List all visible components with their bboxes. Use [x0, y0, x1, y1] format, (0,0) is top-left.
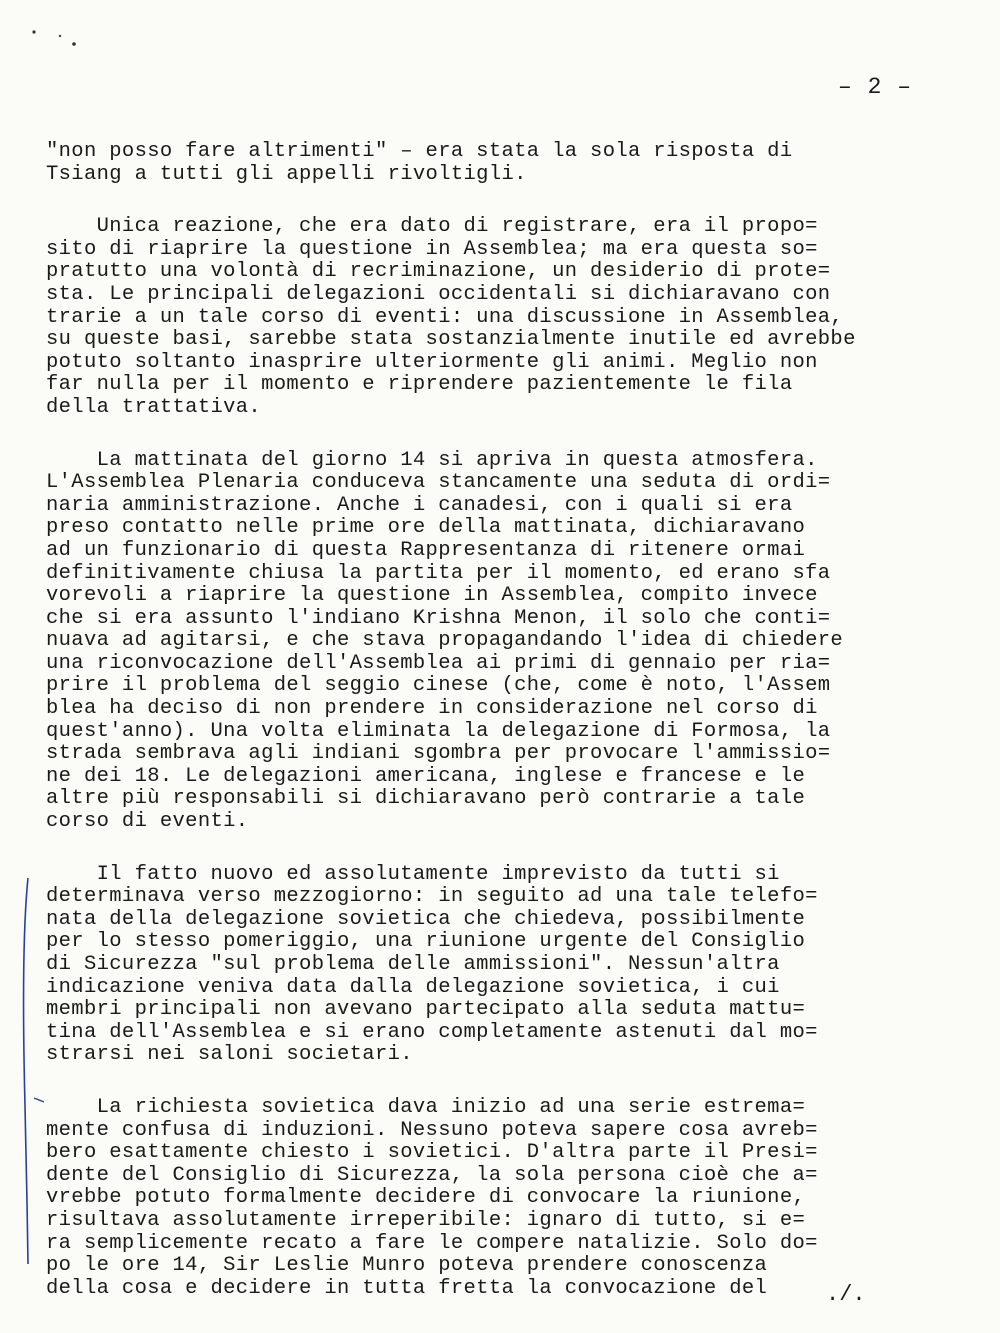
paragraph-5 [46, 1097, 986, 1300]
handwritten-margin-line [14, 876, 44, 1266]
text-line: determinava verso mezzogiorno: in seguito ad una tale telefo= [46, 885, 818, 909]
text-line: di Sicurezza "sul problema delle ammissioni". Nessun'altra [46, 953, 780, 976]
text-line: quest'anno). Una volta eliminata la delegazione di Formosa, la [46, 719, 831, 743]
text-line: La richiesta sovietica dava inizio ad una serie estrema= [46, 1095, 806, 1119]
text-line: della trattativa. [46, 395, 262, 419]
text-line: blea ha deciso di non prendere in considerazione nel corso di [46, 697, 818, 721]
document-body [46, 141, 986, 1330]
paper-speck-marks [30, 22, 90, 52]
page-number: – 2 – [838, 74, 913, 100]
text-line: L'Assemblea Plenaria conduceva stancamente una seduta di ordi= [46, 471, 831, 495]
text-line: tina dell'Assemblea e si erano completamente astenuti dal mo= [46, 1020, 818, 1044]
text-line: prire il problema del seggio cinese (che, come è noto, l'Assem [46, 674, 831, 698]
text-line: po le ore 14, Sir Leslie Munro poteva prendere conoscenza [46, 1254, 768, 1278]
paragraph-4 [46, 864, 986, 1067]
continuation-mark: ./. [826, 1282, 866, 1307]
text-line: vrebbe potuto formalmente decidere di convocare la riunione, [46, 1186, 806, 1210]
text-line: Unica reazione, che era dato di registrare, era il propo= [46, 215, 818, 239]
text-line: ne dei 18. Le delegazioni americana, inglese e francese e le [46, 764, 806, 788]
text-line: su queste basi, sarebbe stata sostanzialmente inutile ed avrebbe [46, 328, 856, 352]
text-line: strarsi nei saloni societari. [46, 1043, 413, 1067]
paragraph-3 [46, 450, 986, 834]
text-line: Tsiang a tutti gli appelli rivoltigli. [46, 162, 527, 186]
text-line: vorevoli a riaprire la questione in Assemblea, compito invece [46, 584, 818, 608]
text-line: definitivamente chiusa la partita per il momento, ed erano sfa [46, 561, 831, 585]
text-line: altre più responsabili si dichiaravano però contrarie a tale [46, 787, 806, 811]
text-line: della cosa e decidere in tutta fretta la convocazione del [46, 1276, 768, 1300]
text-line: potuto soltanto inasprire ulteriormente gli animi. Meglio non [46, 350, 818, 374]
text-line: trarie a un tale corso di eventi: una discussione in Assemblea, [46, 305, 844, 329]
text-line: bero esattamente chiesto i sovietici. D'altra parte il Presi= [46, 1141, 818, 1165]
text-line: membri principali non avevano partecipato alla seduta mattu= [46, 998, 806, 1022]
text-line: far nulla per il momento e riprendere pazientemente le fila [46, 373, 793, 397]
text-line: preso contatto nelle prime ore della mattinata, dichiaravano [46, 516, 806, 540]
text-line: indicazione veniva data dalla delegazione sovietica, i cui [46, 975, 780, 999]
text-line: risultava assolutamente irreperibile: ignaro di tutto, si e= [46, 1208, 806, 1232]
text-line: corso di eventi. [46, 810, 249, 834]
text-line: mente confusa di induzioni. Nessuno poteva sapere cosa avreb= [46, 1118, 818, 1142]
text-line: dente del Consiglio di Sicurezza, la sola persona cioè che a= [46, 1163, 818, 1187]
text-line: ad un funzionario di questa Rappresentanza di ritenere ormai [46, 538, 806, 562]
text-line: una riconvocazione dell'Assemblea ai primi di gennaio per ria= [46, 651, 831, 675]
text-line: La mattinata del giorno 14 si apriva in questa atmosfera. [46, 448, 818, 472]
text-line: sito di riaprire la questione in Assemblea; ma era questa so= [46, 237, 818, 261]
paragraph-2 [46, 216, 986, 419]
text-line: ra semplicemente recato a fare le compere natalizie. Solo do= [46, 1231, 818, 1255]
text-line: nata della delegazione sovietica che chiedeva, possibilmente [46, 907, 806, 931]
text-line: pratutto una volontà di recriminazione, un desiderio di prote= [46, 260, 831, 284]
text-line: che si era assunto l'indiano Krishna Menon, il solo che conti= [46, 606, 831, 630]
text-line: Il fatto nuovo ed assolutamente imprevisto da tutti si [46, 862, 780, 886]
text-line: nuava ad agitarsi, e che stava propagandando l'idea di chiedere [46, 629, 844, 653]
paragraph-1 [46, 141, 986, 186]
text-line: strada sembrava agli indiani sgombra per provocare l'ammissio= [46, 742, 831, 766]
text-line: per lo stesso pomeriggio, una riunione urgente del Consiglio [46, 930, 806, 954]
text-line: naria amministrazione. Anche i canadesi, con i quali si era [46, 493, 793, 517]
text-line: "non posso fare altrimenti" – era stata la sola risposta di [46, 140, 793, 163]
text-line: sta. Le principali delegazioni occidentali si dichiaravano con [46, 282, 831, 306]
